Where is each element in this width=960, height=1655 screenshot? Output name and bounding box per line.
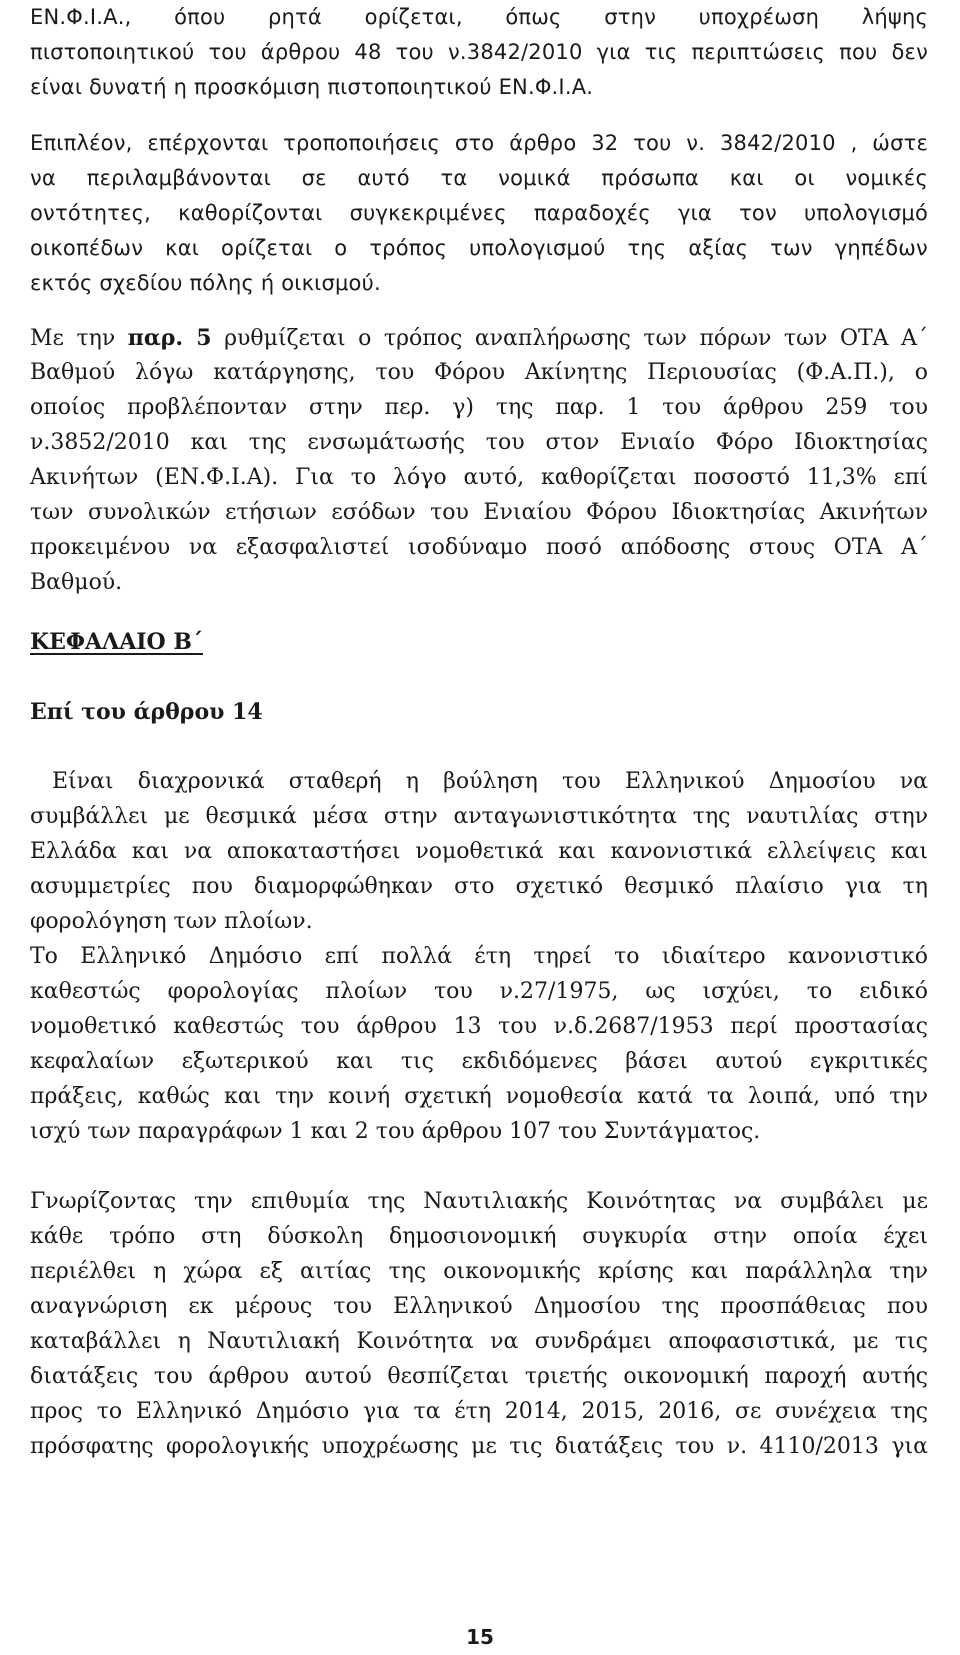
- text-line: οποίος προβλέπονταν στην περ. γ) της παρ. 1 του άρθρου 259 του: [30, 395, 928, 420]
- text-line: Βαθμού.: [30, 570, 123, 595]
- text-line: συμβάλλει με θεσμικά μέσα στην ανταγωνιστικότητα της ναυτιλίας στην: [30, 804, 928, 829]
- text-line: [30, 323, 928, 353]
- chapter-heading: ΚΕΦΑΛΑΙΟ Β΄: [30, 629, 203, 655]
- text-line: Ακινήτων (ΕΝ.Φ.Ι.Α). Για το λόγο αυτό, καθορίζεται ποσοστό 11,3% επί: [30, 465, 928, 490]
- text-line: κεφαλαίων εξωτερικού και τις εκδιδόμενες βάσει αυτού εγκριτικές: [30, 1049, 928, 1074]
- page-number: 15: [466, 1625, 494, 1649]
- paragraph-reference: παρ. 5: [127, 325, 212, 351]
- text-line: πρόσφατης φορολογικής υποχρέωσης με τις διατάξεις του ν. 4110/2013 για: [30, 1434, 928, 1459]
- text-line: εκτός σχεδίου πόλης ή οικισμού.: [30, 271, 381, 295]
- text-line: να περιλαμβάνονται σε αυτό τα νομικά πρόσωπα και οι νομικές: [30, 166, 928, 190]
- text-line: Το Ελληνικό Δημόσιο επί πολλά έτη τηρεί το ιδιαίτερο κανονιστικό: [30, 944, 928, 969]
- text-line: Είναι διαχρονικά σταθερή η βούληση του Ελληνικού Δημοσίου να: [52, 769, 928, 794]
- text-line: αναγνώριση εκ μέρους του Ελληνικού Δημοσίου της προσπάθειας που: [30, 1294, 928, 1319]
- text-run: ρυθμίζεται ο τρόπος αναπλήρωσης των πόρων των ΟΤΑ Α΄: [211, 326, 928, 351]
- text-line: καθεστώς φορολογίας πλοίων του ν.27/1975, ως ισχύει, το ειδικό: [30, 979, 928, 1004]
- text-line: φορολόγηση των πλοίων.: [30, 909, 313, 934]
- text-line: καταβάλλει η Ναυτιλιακή Κοινότητα να συνδράμει αποφασιστικά, με τις: [30, 1329, 928, 1354]
- text-line: προς το Ελληνικό Δημόσιο για τα έτη 2014, 2015, 2016, σε συνέχεια της: [30, 1399, 928, 1424]
- text-line: των συνολικών ετήσιων εσόδων του Ενιαίου Φόρου Ιδιοκτησίας Ακινήτων: [30, 500, 928, 525]
- text-line: είναι δυνατή η προσκόμιση πιστοποιητικού ΕΝ.Φ.Ι.Α.: [30, 75, 594, 99]
- text-run: Με την: [30, 326, 128, 351]
- text-line: ν.3852/2010 και της ενσωμάτωσής του στον Ενιαίο Φόρο Ιδιοκτησίας: [30, 430, 928, 455]
- text-line: ασυμμετρίες που διαμορφώθηκαν στο σχετικό θεσμικό πλαίσιο για τη: [30, 874, 928, 899]
- text-line: οικοπέδων και ορίζεται ο τρόπος υπολογισμού της αξίας των γηπέδων: [30, 236, 928, 260]
- text-line: Ελλάδα και να αποκαταστήσει νομοθετικά και κανονιστικά ελλείψεις και: [30, 839, 928, 864]
- text-line: κάθε τρόπο στη δύσκολη δημοσιονομική συγκυρία στην οποία έχει: [30, 1224, 928, 1249]
- text-line: νομοθετικό καθεστώς του άρθρου 13 του ν.δ.2687/1953 περί προστασίας: [30, 1014, 928, 1039]
- text-line: περιέλθει η χώρα εξ αιτίας της οικονομικής κρίσης και παράλληλα την: [30, 1259, 928, 1284]
- text-line: πιστοποιητικού του άρθρου 48 του ν.3842/2010 για τις περιπτώσεις που δεν: [30, 40, 928, 64]
- text-line: οντότητες, καθορίζονται συγκεκριμένες παραδοχές για τον υπολογισμό: [30, 201, 928, 225]
- text-line: ισχύ των παραγράφων 1 και 2 του άρθρου 107 του Συντάγματος.: [30, 1119, 761, 1144]
- text-line: Βαθμού λόγω κατάργησης, του Φόρου Ακίνητης Περιουσίας (Φ.Α.Π.), ο: [30, 360, 928, 385]
- text-line: πράξεις, καθώς και την κοινή σχετική νομοθεσία κατά τα λοιπά, υπό την: [30, 1084, 928, 1109]
- text-line: διατάξεις του άρθρου αυτού θεσπίζεται τριετής οικονομική παροχή αυτής: [30, 1364, 928, 1389]
- article-heading: Επί του άρθρου 14: [30, 699, 263, 725]
- text-line: Επιπλέον, επέρχονται τροποποιήσεις στο άρθρο 32 του ν. 3842/2010 , ώστε: [30, 131, 928, 155]
- text-line: προκειμένου να εξασφαλιστεί ισοδύναμο ποσό απόδοσης στους ΟΤΑ Α΄: [30, 535, 928, 560]
- text-line: ΕΝ.Φ.Ι.Α., όπου ρητά ορίζεται, όπως στην υποχρέωση λήψης: [30, 5, 928, 29]
- text-line: Γνωρίζοντας την επιθυμία της Ναυτιλιακής Κοινότητας να συμβάλει με: [30, 1189, 928, 1214]
